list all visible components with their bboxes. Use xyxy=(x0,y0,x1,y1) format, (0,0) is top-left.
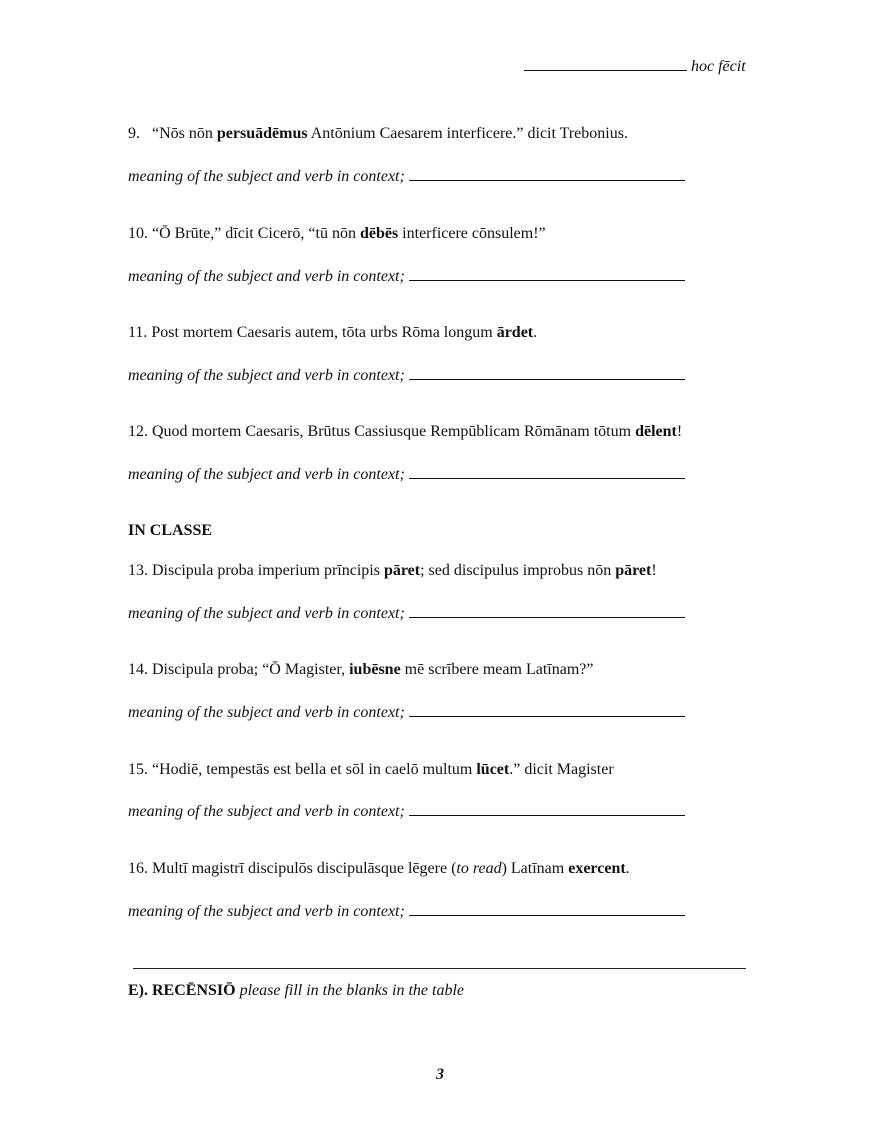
hoc-fecit-label: hoc fēcit xyxy=(691,58,746,75)
part-bold-verb: dēlent xyxy=(635,423,677,440)
meaning-prompt: meaning of the subject and verb in context; xyxy=(128,168,405,185)
part: ) Latīnam xyxy=(501,860,569,877)
sentence-16 xyxy=(128,860,630,878)
meaning-prompt: meaning of the subject and verb in context; xyxy=(128,605,405,622)
sentence-12 xyxy=(128,423,682,441)
part: .” dicit Magister xyxy=(509,761,614,778)
meaning-prompt: meaning of the subject and verb in context; xyxy=(128,367,405,384)
meaning-prompt: meaning of the subject and verb in context; xyxy=(128,268,405,285)
meaning-prompt: meaning of the subject and verb in context; xyxy=(128,803,405,820)
answer-blank[interactable] xyxy=(409,800,685,816)
section-heading: IN CLASSE xyxy=(128,522,213,539)
part: Post mortem Caesaris autem, tōta urbs Rōma longum xyxy=(151,324,497,341)
review-instruction: please fill in the blanks in the table xyxy=(239,982,464,999)
sentence-14 xyxy=(128,661,593,679)
part-bold-verb: lūcet xyxy=(476,761,510,778)
meaning-prompt: meaning of the subject and verb in context; xyxy=(128,903,405,920)
page-number: 3 xyxy=(436,1066,444,1083)
part: ! xyxy=(651,562,657,579)
sentence-number: 14. xyxy=(128,661,148,678)
meaning-row-9 xyxy=(128,165,685,186)
answer-blank[interactable] xyxy=(409,701,685,717)
meaning-row-13 xyxy=(128,602,685,623)
part: Quod mortem Caesaris, Brūtus Cassiusque Rempūblicam Rōmānam tōtum xyxy=(152,423,636,440)
name-line xyxy=(524,55,746,76)
meaning-row-12 xyxy=(128,463,685,484)
meaning-prompt: meaning of the subject and verb in context; xyxy=(128,704,405,721)
part: “Nōs nōn xyxy=(152,125,217,142)
answer-blank[interactable] xyxy=(409,265,685,281)
answer-blank[interactable] xyxy=(409,900,685,916)
part-bold-verb: ārdet xyxy=(496,324,534,341)
answer-blank[interactable] xyxy=(409,602,685,618)
answer-blank[interactable] xyxy=(409,364,685,380)
name-blank[interactable] xyxy=(524,55,687,71)
sentence-number: 13. xyxy=(128,562,148,579)
review-title: E). RECĒNSIŌ xyxy=(128,982,236,999)
sentence-13 xyxy=(128,562,657,580)
part-bold-verb: persuādēmus xyxy=(216,125,308,142)
meaning-row-16 xyxy=(128,900,685,921)
meaning-row-14 xyxy=(128,701,685,722)
answer-blank[interactable] xyxy=(409,165,685,181)
meaning-row-10 xyxy=(128,265,685,286)
part-bold-verb: exercent xyxy=(568,860,626,877)
part: . xyxy=(625,860,630,877)
part-bold-verb: pāret xyxy=(615,562,652,579)
sentence-number: 12. xyxy=(128,423,148,440)
meaning-row-15 xyxy=(128,800,685,821)
part: interficere cōnsulem!” xyxy=(398,225,546,242)
part-bold-verb: dēbēs xyxy=(359,225,399,242)
part: Discipula proba imperium prīncipis xyxy=(152,562,384,579)
part-italic-gloss: to read xyxy=(456,860,502,877)
part: Antōnium Caesarem interficere.” dicit Trebonius. xyxy=(307,125,628,142)
part: . xyxy=(533,324,538,341)
section-divider xyxy=(133,968,746,969)
sentence-number: 11. xyxy=(128,324,148,341)
part: “Hodiē, tempestās est bella et sōl in caelō multum xyxy=(152,761,477,778)
part: “Ō Brūte,” dīcit Cicerō, “tū nōn xyxy=(152,225,360,242)
sentence-number: 15. xyxy=(128,761,148,778)
part: Discipula proba; “Ō Magister, xyxy=(152,661,350,678)
sentence-15 xyxy=(128,761,614,779)
part: Multī magistrī discipulōs discipulāsque lēgere ( xyxy=(152,860,457,877)
answer-blank[interactable] xyxy=(409,463,685,479)
part-bold-verb: iubēsne xyxy=(349,661,401,678)
sentence-11 xyxy=(128,324,537,342)
sentence-number: 16. xyxy=(128,860,148,877)
meaning-prompt: meaning of the subject and verb in context; xyxy=(128,466,405,483)
sentence-10 xyxy=(128,225,546,243)
review-heading xyxy=(128,982,464,1000)
sentence-number: 9. xyxy=(128,125,140,142)
part-bold-verb: pāret xyxy=(383,562,421,579)
meaning-row-11 xyxy=(128,364,685,385)
part: mē scrībere meam Latīnam?” xyxy=(400,661,594,678)
part: ! xyxy=(676,423,683,440)
sentence-9 xyxy=(128,125,628,143)
sentence-number: 10. xyxy=(128,225,148,242)
part: ; sed discipulus improbus nōn xyxy=(420,562,616,579)
